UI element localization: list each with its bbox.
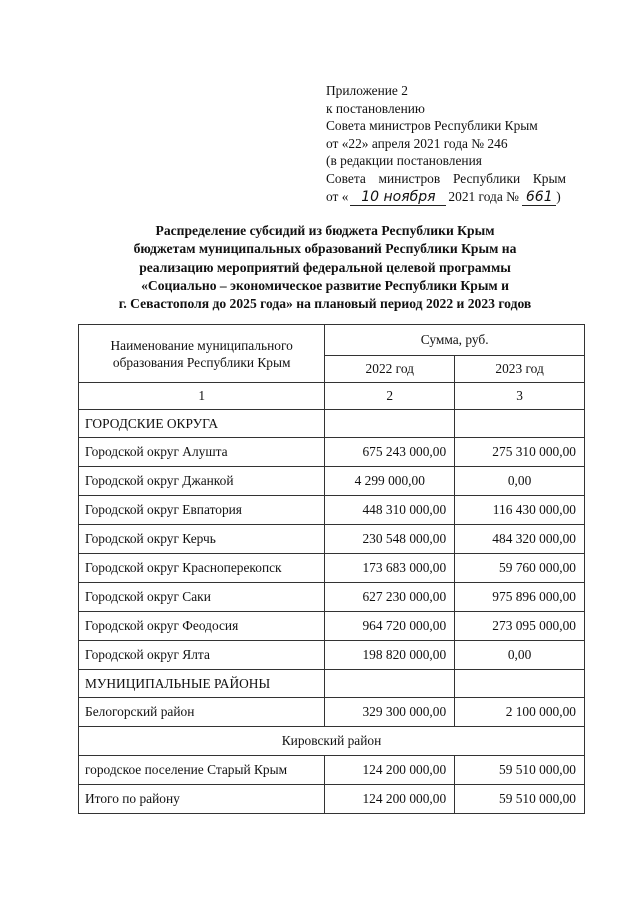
table-row [79, 438, 585, 467]
table-header-row [79, 325, 585, 356]
district-total-label: Итого по району [79, 785, 325, 814]
header-line: от «22» апреля 2021 года № 246 [326, 135, 508, 151]
subsidy-table [78, 324, 585, 814]
section-title: ГОРОДСКИЕ ОКРУГА [79, 410, 325, 438]
empty-cell [325, 410, 455, 438]
table-row [79, 583, 585, 612]
amount-2022: 964 720 000,00 [325, 612, 455, 641]
municipality-name: Городской округ Ялта [79, 641, 325, 670]
amount-2022: 627 230 000,00 [325, 583, 455, 612]
amount-2023: 275 310 000,00 [455, 438, 585, 467]
section-row [79, 670, 585, 698]
amount-2022: 448 310 000,00 [325, 496, 455, 525]
header-word: Республики [452, 170, 521, 186]
header-word: Крым [532, 170, 566, 186]
municipality-name: городское поселение Старый Крым [79, 756, 325, 785]
amount-2023: 975 896 000,00 [455, 583, 585, 612]
amount-2023: 0,00 [455, 641, 585, 670]
empty-cell [455, 410, 585, 438]
column-index: 3 [455, 383, 585, 410]
column-header-2023: 2023 год [455, 356, 585, 383]
header-line: Приложение 2 [326, 83, 408, 98]
municipality-name: Городской округ Джанкой [79, 467, 325, 496]
column-index: 2 [325, 383, 455, 410]
column-header-2022: 2022 год [325, 356, 455, 383]
amount-2022: 124 200 000,00 [325, 785, 455, 814]
table-row [79, 756, 585, 785]
amount-2022: 173 683 000,00 [325, 554, 455, 583]
handwritten-number: 661 [522, 190, 556, 206]
header-word: министров [378, 170, 441, 186]
amount-2023: 273 095 000,00 [455, 612, 585, 641]
column-header-sum: Сумма, руб. [325, 325, 585, 356]
column-header-name: Наименование муниципального образования Республики Крым [79, 325, 325, 383]
district-title: Кировский район [79, 727, 585, 756]
title-line: Распределение субсидий из бюджета Республики Крым [155, 223, 495, 238]
municipality-name: Городской округ Саки [79, 583, 325, 612]
column-index: 1 [79, 383, 325, 410]
amount-2022: 675 243 000,00 [325, 438, 455, 467]
municipality-name: Городской округ Евпатория [79, 496, 325, 525]
amount-2022: 198 820 000,00 [325, 641, 455, 670]
table-row [79, 612, 585, 641]
amount-2023: 484 320 000,00 [455, 525, 585, 554]
header-line: к постановлению [326, 100, 425, 116]
municipality-name: Городской округ Алушта [79, 438, 325, 467]
title-line: г. Севастополя до 2025 года» на плановый период 2022 и 2023 годов [118, 296, 532, 312]
header-line: Совета министров Республики Крым [326, 118, 538, 134]
header-text: от « [326, 188, 349, 204]
table-row [79, 496, 585, 525]
amount-2022: 230 548 000,00 [325, 525, 455, 554]
empty-cell [455, 670, 585, 698]
table-row [79, 641, 585, 670]
amount-2023: 59 510 000,00 [455, 785, 585, 814]
section-title: МУНИЦИПАЛЬНЫЕ РАЙОНЫ [79, 670, 325, 698]
header-text: 2021 года № [448, 188, 519, 204]
header-text: ) [556, 188, 561, 204]
document-title [60, 222, 590, 313]
amount-2023: 0,00 [455, 467, 585, 496]
table-row [79, 525, 585, 554]
table-row [79, 698, 585, 727]
amount-2022: 4 299 000,00 [325, 467, 455, 496]
amount-2023: 116 430 000,00 [455, 496, 585, 525]
amount-2023: 2 100 000,00 [455, 698, 585, 727]
header-line-justified [326, 170, 566, 188]
municipality-name: Городской округ Феодосия [79, 612, 325, 641]
header-word: Совета [326, 170, 366, 186]
municipality-name: Белогорский район [79, 698, 325, 727]
municipality-name: Городской округ Керчь [79, 525, 325, 554]
table-row [79, 467, 585, 496]
handwritten-date: 10 ноября [350, 190, 446, 206]
header-line: (в редакции постановления [326, 153, 482, 169]
section-row [79, 410, 585, 438]
amount-2023: 59 510 000,00 [455, 756, 585, 785]
amount-2022: 329 300 000,00 [325, 698, 455, 727]
empty-cell [325, 670, 455, 698]
title-line: «Социально – экономическое развитие Республики Крым и [141, 277, 509, 293]
title-line: бюджетам муниципальных образований Республики Крым на [133, 241, 517, 257]
table-row [79, 785, 585, 814]
amount-2022: 124 200 000,00 [325, 756, 455, 785]
district-row [79, 727, 585, 756]
header-amendment-line [326, 188, 566, 206]
column-index-row [79, 383, 585, 410]
amount-2023: 59 760 000,00 [455, 554, 585, 583]
municipality-name: Городской округ Красноперекопск [79, 554, 325, 583]
appendix-header [326, 82, 566, 206]
table-row [79, 554, 585, 583]
title-line: реализацию мероприятий федеральной целевой программы [139, 259, 511, 275]
